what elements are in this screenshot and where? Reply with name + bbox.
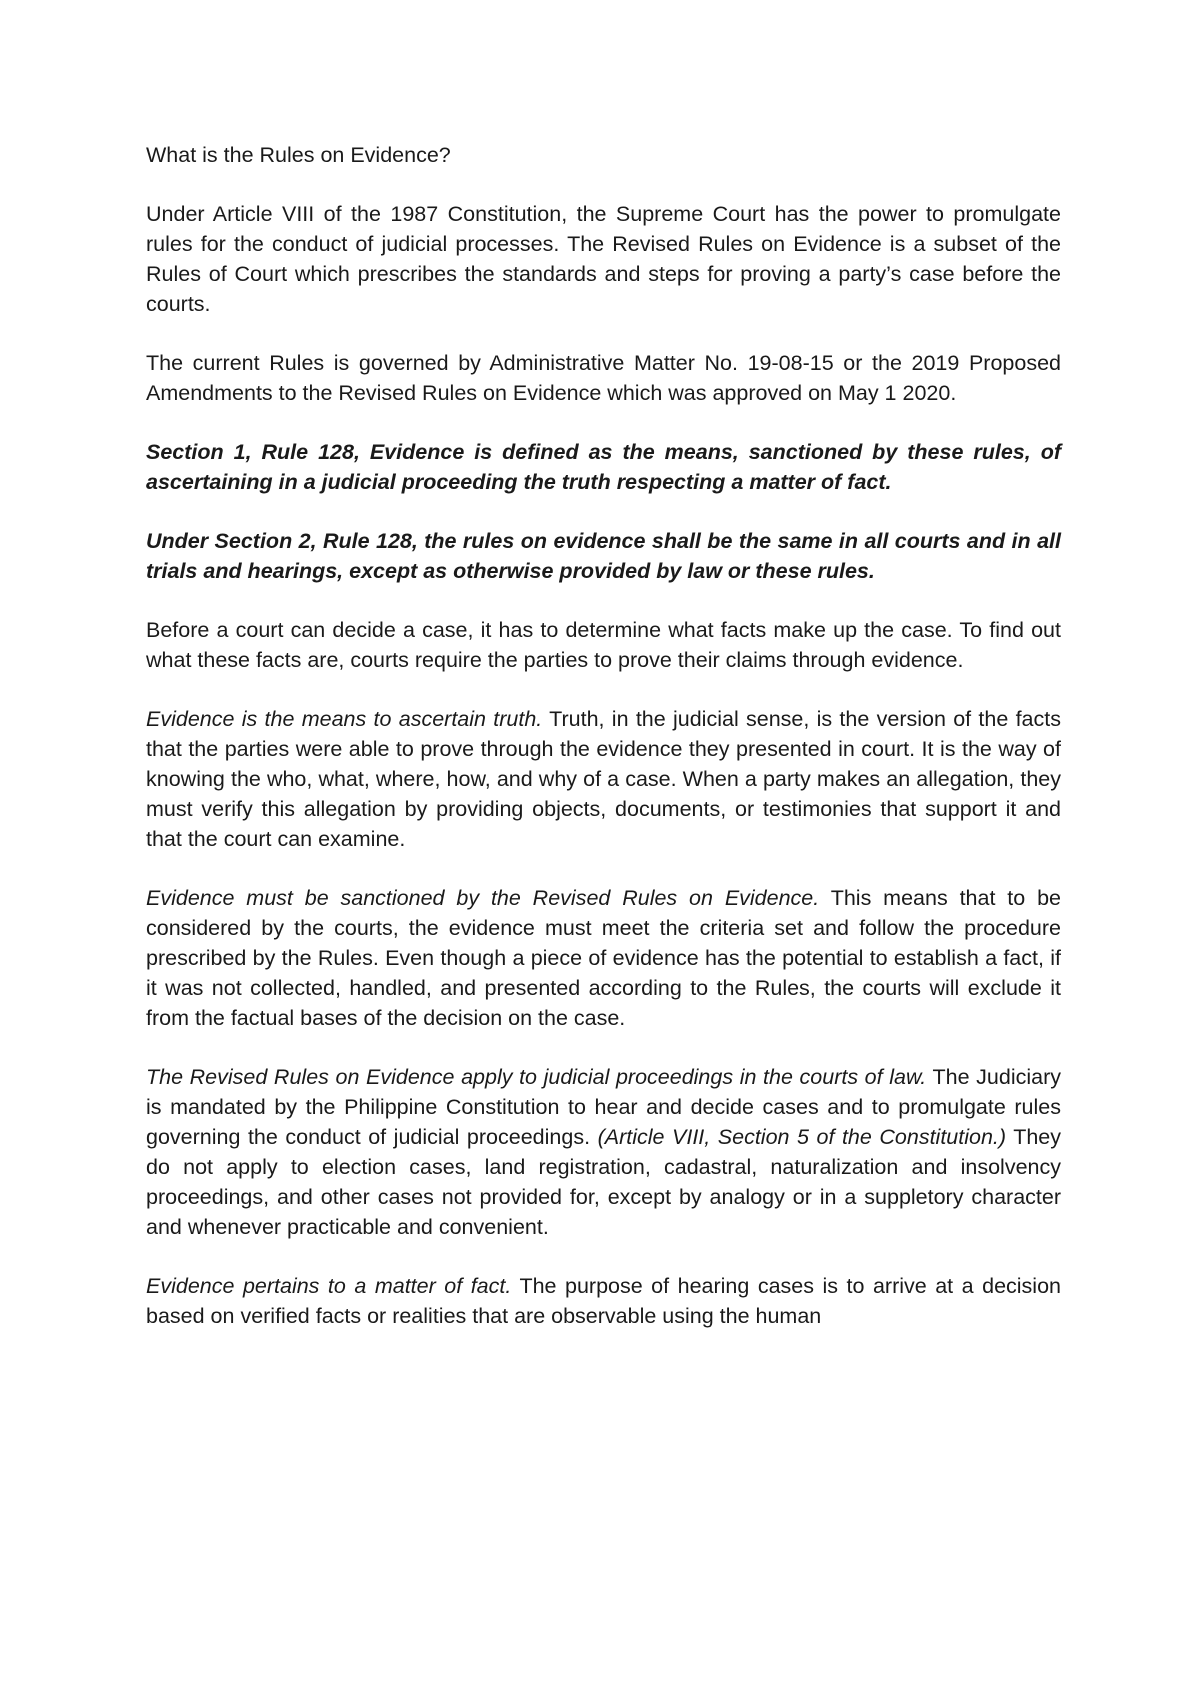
- paragraph-section-2-scope: Under Section 2, Rule 128, the rules on evidence shall be the same in all courts and in all trials and hearings, except as otherwise provided by law or these rules.: [146, 529, 1061, 583]
- paragraph-lead-italic: Evidence pertains to a matter of fact.: [146, 1274, 512, 1298]
- paragraph-sanctioned-by-rules: [146, 883, 1061, 1033]
- paragraph-citation: (Article VIII, Section 5 of the Constitution.): [597, 1125, 1007, 1149]
- paragraph-ascertain-truth: [146, 704, 1061, 854]
- paragraph-text: Truth, in the judicial sense, is the version of the facts that the parties were able to prove through the evidence they presented in court. It is the way of knowing the who, what, where, how, and why of a case. When a party makes an allegation, they must verify this allegation by providing objects, documents, or testimonies that support it and that the court can examine.: [146, 707, 1061, 851]
- paragraph-section-1-definition: Section 1, Rule 128, Evidence is defined as the means, sanctioned by these rules, of ascertaining in a judicial proceeding the truth respecting a matter of fact.: [146, 440, 1061, 494]
- paragraph-lead-italic: Evidence must be sanctioned by the Revised Rules on Evidence.: [146, 886, 820, 910]
- paragraph-matter-of-fact: [146, 1271, 1061, 1331]
- paragraph-text: This means that to be considered by the courts, the evidence must meet the criteria set and follow the procedure prescribed by the Rules. Even though a piece of evidence has the potential to establish a fact, if it was not collected, handled, and presented according to the Rules, the courts will exclude it from the factual bases of the decision on the case.: [146, 886, 1061, 1030]
- paragraph-text: The Judiciary is mandated by the Philippine Constitution to hear and decide cases and to promulgate rules governing the conduct of judicial proceedings.: [146, 1065, 1061, 1149]
- document-title: What is the Rules on Evidence?: [146, 143, 451, 167]
- paragraph-administrative-matter: The current Rules is governed by Administrative Matter No. 19-08-15 or the 2019 Proposed Amendments to the Revised Rules on Evidence which was approved on May 1 2020.: [146, 351, 1061, 405]
- paragraph-determine-facts: Before a court can decide a case, it has to determine what facts make up the case. To find out what these facts are, courts require the parties to prove their claims through evidence.: [146, 618, 1061, 672]
- paragraph-lead-italic: Evidence is the means to ascertain truth.: [146, 707, 543, 731]
- paragraph-lead-italic: The Revised Rules on Evidence apply to judicial proceedings in the courts of law.: [146, 1065, 927, 1089]
- paragraph-article-viii: Under Article VIII of the 1987 Constitution, the Supreme Court has the power to promulgate rules for the conduct of judicial processes. The Revised Rules on Evidence is a subset of the Rules of Court which prescribes the standards and steps for proving a party’s case before the courts.: [146, 202, 1061, 316]
- paragraph-text: They do not apply to election cases, land registration, cadastral, naturalization and insolvency proceedings, and other cases not provided for, except by analogy or in a suppletory character and whenever practicable and convenient.: [146, 1125, 1061, 1239]
- paragraph-text: The purpose of hearing cases is to arrive at a decision based on verified facts or realities that are observable using the human: [146, 1274, 1061, 1328]
- paragraph-judicial-proceedings: [146, 1062, 1061, 1242]
- document-body: [146, 140, 1061, 1331]
